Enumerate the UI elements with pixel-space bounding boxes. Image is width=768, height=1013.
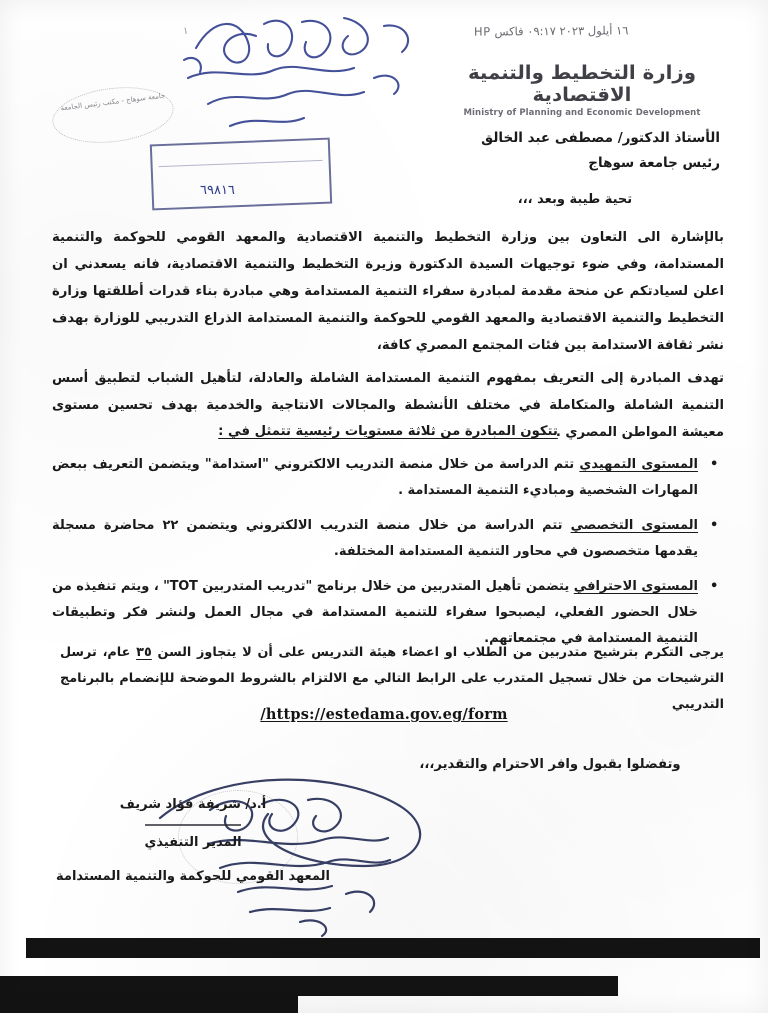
body-paragraph-2: تهدف المبادرة إلى التعريف بمفهوم التنمية المستدامة الشاملة والعادلة، لتأهيل الشباب لتطبيق أسس التنمية الشاملة والمتكاملة في مختلف الأنشطة والمجالات الانتاجية والخدمية بهدف تحسين مستوى معيشة المواطن المصري . <box>52 371 724 441</box>
level-text: تتم الدراسة من خلال منصة التدريب الالكتروني "استدامة" ويتضمن التعريف ببعض المهارات الشخصية ومباديء التنمية المستدامة . <box>52 457 698 498</box>
ministry-name-arabic: وزارة التخطيط والتنمية الاقتصادية <box>467 62 697 106</box>
scan-artifact-bar <box>0 976 618 996</box>
addressee-name: الأستاذ الدكتور/ مصطفى عبد الخالق <box>481 130 720 146</box>
greeting-line: تحية طيبة وبعد ،،، <box>517 192 633 207</box>
signature-underline <box>145 824 241 826</box>
addressee-title: رئيس جامعة سوهاج <box>588 154 720 171</box>
ministry-name-english: Ministry of Planning and Economic Development <box>463 108 701 118</box>
signatory-title: المدير التنفيذي <box>144 834 242 850</box>
level-title: المستوى التخصصي <box>570 518 699 533</box>
registration-link-wrapper <box>0 704 768 723</box>
signatory-organization: المعهد القومي للحوكمة والتنمية المستدامة <box>56 868 330 884</box>
registration-link[interactable]: https://estedama.gov.eg/form/ <box>260 706 508 723</box>
stamp-reference-number: ٦٩٨١٦ <box>200 183 235 198</box>
fax-transmission-header: ١٦ أيلول ٢٠٢٣ ٠٩:١٧ فاكس HP <box>473 23 629 39</box>
list-item <box>52 452 724 504</box>
levels-heading: تتكون المبادرة من ثلاثة مستويات رئيسية تتمثل في : <box>218 424 558 439</box>
level-text: يتضمن تأهيل المتدربين من خلال برنامج "تدريب المتدربين TOT" ، ويتم تنفيذه من خلال الحضور الفعلي، ليصبحوا سفراء للتنمية المستدامة في مجال العمل ولنشر فكر وتطبيقات التنمية المستدامة في مجتمعاتهم. <box>52 579 698 646</box>
nomination-text-line2: ترسل الترشيحات من خلال تسجيل المتدرب على الرابط التالي مع الالتزام بالشروط الموضحة للإنضمام بالبرنامج التدريبي <box>60 645 724 713</box>
body-paragraph-1: بالإشارة الى التعاون بين وزارة التخطيط والتنمية الاقتصادية والمعهد القومي للحوكمة والتنمية المستدامة، وفي ضوء توجيهات السيدة الدكتورة وزيرة التخطيط والتنمية الاقتصادية، فانه يسعدني ان اعلن لسيادتكم عن منحة مقدمة لمبادرة سفراء التنمية المستدامة وهي مبادرة بناء قدرات أطلقتها وزارة التخطيط والتنمية الاقتصادية والمعهد القومي للحوكمة والتنمية المستدامة الذراع التدريبي للوزارة بهدف نشر ثقافة الاستدامة بين فئات المجتمع المصري كافة، <box>52 230 724 354</box>
list-item <box>52 513 724 565</box>
level-title: المستوى التمهيدي <box>579 457 698 472</box>
signature-block <box>48 788 338 893</box>
nomination-text-after-age: عام، <box>102 645 131 660</box>
registration-stamp-box <box>150 138 332 211</box>
level-text: تتم الدراسة من خلال منصة التدريب الالكتروني ويتضمن ٢٢ محاضرة مسجلة يقدمها متخصصون في محاور التنمية المستدامة المختلفة. <box>52 518 698 559</box>
age-limit-value: ٣٥ <box>136 645 152 660</box>
scan-artifact-bar <box>0 996 298 1013</box>
round-stamp-outline <box>49 81 177 149</box>
level-title: المستوى الاحترافي <box>573 579 699 594</box>
nomination-text-before-age: يرجى التكرم بترشيح متدربين من الطلاب او اعضاء هيئة التدريس على أن لا يتجاوز السن <box>157 645 724 660</box>
addressee-block <box>380 126 720 176</box>
scan-artifact-bar <box>26 938 760 958</box>
round-stamp-text: جامعة سوهاج - مكتب رئيس الجامعة <box>60 91 166 113</box>
letterhead <box>432 62 732 118</box>
levels-list <box>52 452 724 661</box>
letter-body <box>52 224 724 453</box>
closing-line: وتفضلوا بقبول وافر الاحترام والتقدير،،، <box>419 757 681 772</box>
fax-page-number: ١ <box>183 26 189 37</box>
handwritten-annotation-top <box>178 8 438 138</box>
signatory-name: أ.د/ شريفة فؤاد شريف <box>119 797 267 812</box>
stamp-divider <box>159 160 323 167</box>
